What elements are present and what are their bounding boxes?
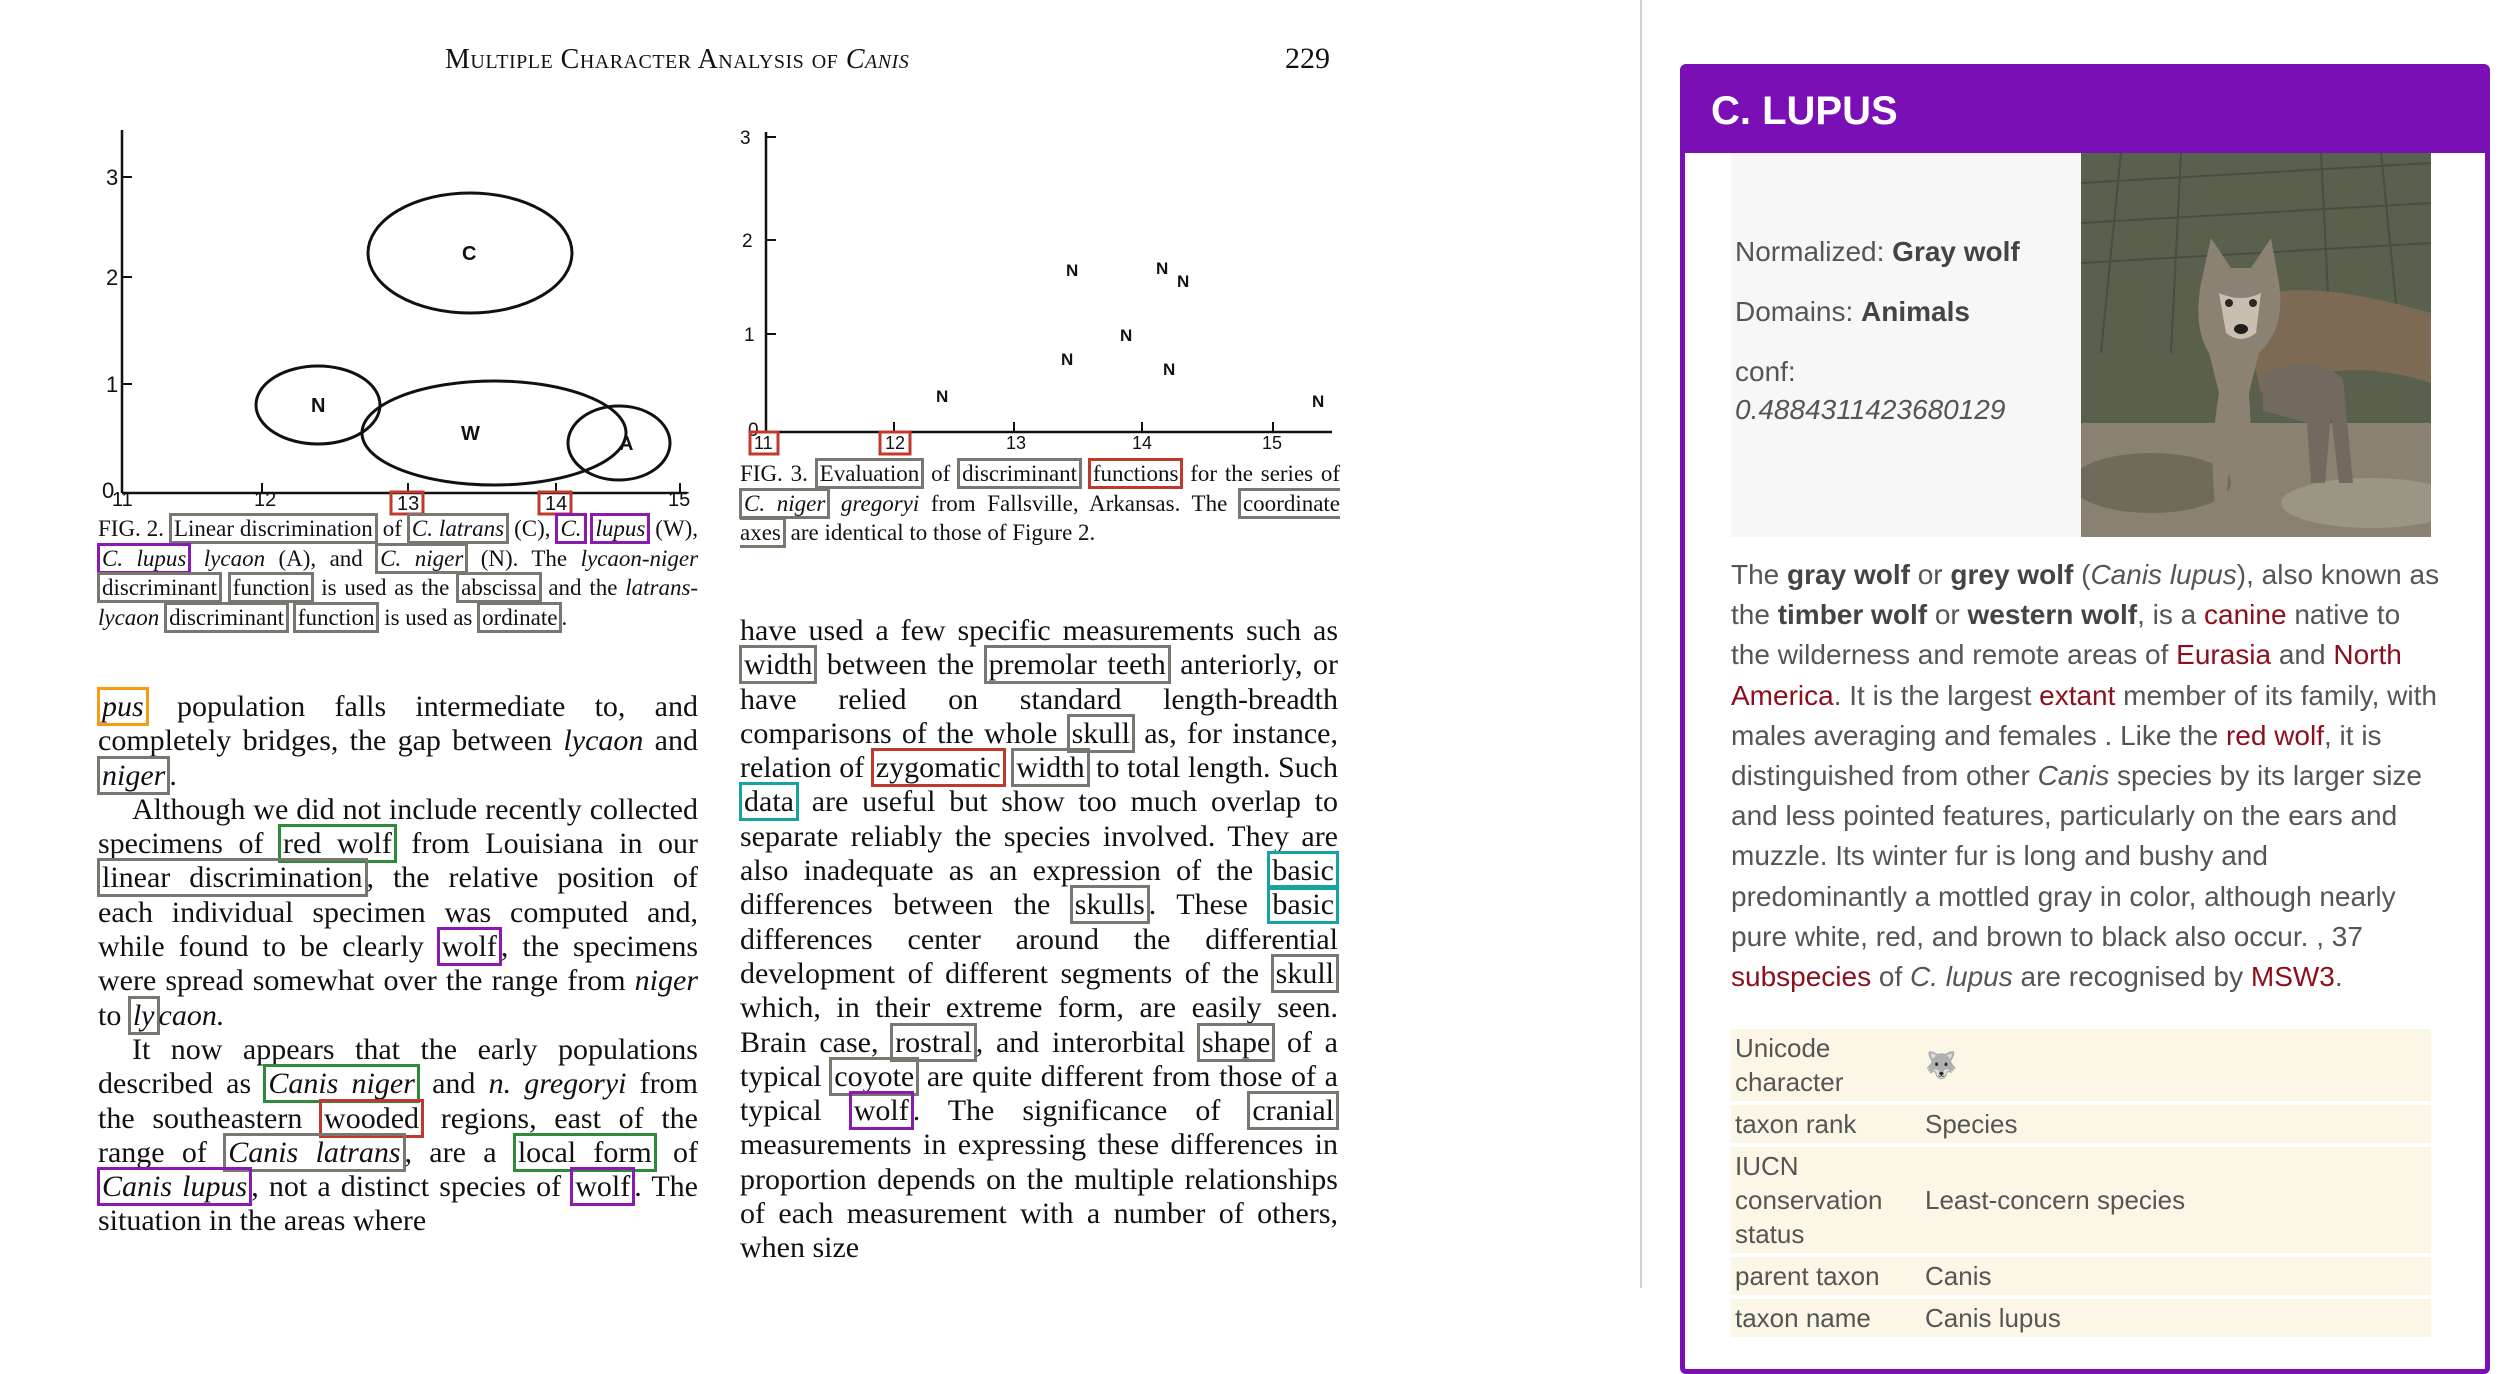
body-text: are useful but show too much overlap to separate reliably the species involved. They are also inadequate as an expression of the — [740, 785, 1338, 888]
entity-highlight[interactable]: skull — [1067, 714, 1135, 753]
property-key: taxon name — [1731, 1299, 1917, 1337]
entity-highlight[interactable]: function — [293, 602, 380, 633]
summary-term: grey wolf — [1950, 559, 2074, 590]
entity-highlight[interactable]: function — [228, 572, 315, 603]
running-head — [445, 44, 909, 76]
body-text: measurements in expressing these differences in proportion depends on the multiple relationships of each measurement with a number of others, when size — [740, 1128, 1338, 1265]
entity-highlight[interactable]: data — [739, 782, 799, 821]
entity-highlight[interactable]: discriminant — [164, 602, 289, 633]
fig3-ytick: 1 — [744, 325, 755, 346]
body-text: regions, east of the range of — [98, 1101, 698, 1169]
body-text: of a typical — [740, 1025, 1338, 1093]
summary-text: and — [2271, 639, 2334, 671]
summary-text: The — [1731, 559, 1788, 590]
entity-metadata — [1735, 233, 2020, 429]
fig3-xtick: 14 — [1132, 433, 1153, 453]
property-value: Canis lupus — [1917, 1299, 2431, 1337]
caption-text: gregoryi — [840, 490, 920, 516]
caption-text: (W), — [655, 516, 699, 541]
entity-highlight[interactable]: C. lupus — [97, 543, 191, 574]
summary-text: species by its larger size and less pointed features, particularly on the ears and muzzle. Its winter fur is long and bushy and predominantly a mottled gray in color, although nearly pure white, red, and brown to black also occur. , 37 — [1731, 760, 2422, 952]
entity-highlight[interactable]: pus — [97, 687, 149, 726]
entity-highlight[interactable]: skulls — [1070, 885, 1150, 924]
running-head-text: Multiple Character Analysis of — [445, 44, 846, 75]
property-key: Unicode character — [1731, 1029, 1917, 1101]
summary-term: C. lupus — [1910, 961, 2013, 993]
cluster-a-label: A — [619, 433, 634, 455]
summary-text: ), also known as the — [1731, 559, 2440, 631]
property-key: taxon rank — [1731, 1105, 1917, 1143]
entity-panel — [1680, 64, 2490, 1374]
caption-text: from Fallsville, Arkansas. The — [930, 490, 1228, 516]
fig2-xtick: 12 — [254, 489, 277, 511]
domains-value: Animals — [1861, 296, 1970, 327]
left-column — [98, 690, 698, 1239]
fig3-point: N — [1061, 350, 1074, 369]
table-row — [1731, 1147, 2431, 1253]
entity-highlight[interactable]: ly — [128, 996, 160, 1035]
caption-text: is used as the — [321, 575, 450, 600]
entity-highlight[interactable]: basic — [1267, 851, 1339, 890]
right-column — [740, 614, 1338, 1266]
body-text: differences between the — [740, 888, 1071, 922]
body-text: , and interorbital — [975, 1025, 1198, 1059]
summary-link[interactable]: subspecies — [1731, 961, 1872, 993]
body-text: to total length. Such — [1088, 751, 1338, 785]
table-row — [1731, 1257, 2431, 1295]
figure-3 — [732, 120, 1352, 465]
body-text: , the relative position of each individual specimen was computed and, while found to be clearly — [98, 861, 698, 964]
entity-highlight[interactable]: discriminant — [97, 572, 222, 603]
summary-term: western wolf — [1967, 599, 2138, 631]
fig2-xtick: 14 — [545, 493, 568, 515]
body-text: . The significance of — [912, 1094, 1249, 1128]
summary-text: member of its family, with males averaging and females . Like the — [1731, 679, 2437, 751]
figure-2-caption — [98, 514, 698, 632]
domains-label: Domains: — [1735, 296, 1862, 327]
normalized-value: Gray wolf — [1892, 236, 2020, 267]
property-key: parent taxon — [1731, 1257, 1917, 1295]
summary-link[interactable]: North America — [1731, 639, 2402, 711]
normalized-label: Normalized: — [1735, 236, 1893, 267]
fig2-xtick: 11 — [112, 489, 133, 511]
fig2-x-ticks — [112, 483, 690, 515]
summary-link[interactable]: Eurasia — [2176, 639, 2272, 671]
summary-link[interactable]: extant — [2039, 679, 2116, 711]
caption-label: FIG. 3. — [740, 461, 808, 486]
summary-link[interactable]: canine — [2204, 599, 2287, 631]
entity-highlight[interactable]: C. latrans — [407, 513, 509, 544]
entity-panel-title: C. LUPUS — [1685, 69, 2485, 153]
table-row — [1731, 1029, 2431, 1101]
caption-text: lycaon-niger — [580, 545, 699, 571]
property-value: Species — [1917, 1105, 2431, 1143]
fig2-ytick: 2 — [106, 265, 119, 290]
summary-term: Canis — [2037, 760, 2110, 792]
entity-highlight[interactable]: abscissa — [456, 572, 541, 603]
fig2-xtick: 13 — [397, 493, 420, 515]
fig2-y-ticks — [102, 165, 132, 503]
entity-highlight[interactable]: rostral — [890, 1023, 977, 1062]
summary-text: . — [2334, 961, 2343, 993]
entity-highlight[interactable]: Canis niger — [263, 1064, 420, 1103]
fig2-ytick: 0 — [102, 478, 115, 503]
body-text: between the — [816, 648, 985, 682]
entity-highlight[interactable]: Canis latrans — [223, 1133, 405, 1172]
entity-highlight[interactable]: wolf — [849, 1091, 914, 1130]
summary-text: , it is distinguished from other — [1731, 719, 2382, 792]
entity-highlight[interactable]: basic — [1267, 885, 1339, 924]
body-text: as, for instance, relation of — [740, 716, 1338, 785]
body-text: from Louisiana in our — [395, 827, 698, 861]
fig2-ytick: 3 — [106, 165, 119, 190]
wolf-image — [2081, 153, 2431, 537]
body-text: population falls intermediate to, and completely bridges, the gap between — [98, 690, 698, 758]
entity-highlight[interactable]: linear discrimination — [97, 858, 368, 897]
body-text: Although we did not include recently collected specimens of — [98, 792, 698, 861]
entity-highlight[interactable]: niger — [97, 756, 170, 795]
caption-label: FIG. 2. — [98, 516, 165, 541]
fig2-xtick: 15 — [668, 489, 691, 511]
entity-highlight[interactable]: skull — [1271, 954, 1339, 993]
caption-text: is used as — [384, 604, 473, 630]
entity-summary — [1731, 555, 2443, 997]
entity-highlight[interactable]: wolf — [570, 1167, 635, 1206]
fig3-point: N — [936, 387, 949, 406]
summary-text: of — [1871, 961, 1911, 993]
summary-text: ( — [2073, 559, 2091, 590]
body-text: , not a distinct species of — [251, 1170, 572, 1204]
conf-label: conf: — [1735, 356, 1796, 387]
entity-highlight[interactable]: functions — [1088, 458, 1184, 489]
body-text: . These — [1148, 888, 1269, 922]
fig3-point: N — [1120, 326, 1133, 345]
entity-highlight[interactable]: local form — [513, 1133, 657, 1172]
fig3-ytick: 2 — [742, 231, 753, 252]
summary-link[interactable]: MSW3 — [2250, 961, 2335, 993]
summary-text: are recognised by — [2012, 961, 2251, 993]
body-text: caon. — [158, 998, 225, 1032]
fig3-points — [936, 259, 1324, 411]
conf-value: 0.4884311423680129 — [1735, 394, 2006, 425]
fig3-point: N — [1312, 392, 1325, 411]
running-head-genus: Canis — [845, 44, 910, 75]
properties-table — [1731, 1025, 2431, 1341]
pane-divider[interactable] — [1640, 0, 1642, 1288]
fig2-ytick: 1 — [106, 372, 119, 397]
body-text: lycaon — [563, 724, 644, 758]
cluster-w-label: W — [461, 423, 480, 445]
body-text: from the southeastern — [98, 1067, 698, 1135]
property-value: Canis — [1917, 1257, 2431, 1295]
body-text: to — [98, 998, 129, 1032]
entity-highlight[interactable]: premolar teeth — [984, 645, 1171, 684]
fig3-point: N — [1177, 272, 1190, 291]
summary-text: native to the wilderness and remote areas of — [1731, 599, 2401, 671]
entity-highlight[interactable]: Evaluation — [815, 458, 925, 489]
body-text: . The situation in the areas where — [98, 1170, 698, 1238]
cluster-n-label: N — [311, 395, 326, 417]
cluster-c-label: C — [462, 243, 477, 265]
fig3-xtick: 11 — [754, 433, 773, 453]
entity-highlight[interactable]: zygomatic — [871, 748, 1006, 787]
caption-text: for the series of — [1190, 461, 1341, 486]
entity-highlight[interactable]: C. niger — [739, 488, 830, 519]
caption-text: of — [382, 516, 402, 541]
page-number: 229 — [1285, 42, 1330, 75]
summary-text: . It is the largest — [1833, 679, 2040, 711]
entity-highlight[interactable]: wolf — [437, 927, 502, 966]
body-text: , are a — [404, 1135, 514, 1169]
fig3-ytick: 3 — [740, 128, 751, 149]
entity-highlight[interactable]: wooded — [319, 1099, 424, 1138]
entity-highlight[interactable]: coyote — [829, 1057, 919, 1096]
body-text: . — [169, 758, 177, 792]
entity-highlight[interactable]: Canis lupus — [97, 1167, 252, 1206]
body-text: differences center around the differential development of different segments of the — [740, 922, 1338, 990]
body-text: , the specimens were spread somewhat over the range from — [98, 930, 698, 998]
caption-text: (N). The — [480, 545, 568, 571]
figure-2-plot — [62, 120, 712, 520]
summary-text: or — [1909, 559, 1951, 590]
summary-text: or — [1927, 599, 1968, 631]
fig3-x-ticks — [750, 422, 1282, 454]
body-text: which, in their extreme form, are easily seen. Brain case, — [740, 991, 1338, 1059]
entity-highlight[interactable]: ordinate — [477, 602, 562, 633]
summary-text: , is a — [2137, 599, 2205, 631]
entity-highlight[interactable]: C. — [555, 513, 586, 544]
entity-highlight[interactable]: red wolf — [278, 824, 397, 863]
domains-row — [1735, 293, 2020, 331]
summary-term: timber wolf — [1777, 599, 1928, 631]
fig3-point: N — [1156, 259, 1169, 278]
caption-text: (C), — [514, 516, 551, 541]
fig3-point: N — [1163, 360, 1176, 379]
entity-highlight[interactable]: Linear discrimination — [169, 513, 378, 544]
body-text: n. gregoryi — [488, 1067, 627, 1101]
property-value: Least-concern species — [1917, 1147, 2431, 1253]
conf-row — [1735, 353, 2020, 429]
entity-highlight[interactable]: coordinate axes — [740, 488, 1340, 549]
caption-text: latrans-lycaon — [98, 575, 699, 630]
entity-highlight[interactable]: width — [1011, 748, 1089, 787]
body-text: are quite different from those of a typical — [740, 1059, 1338, 1128]
body-text: anteriorly, or have relied on standard length-breadth comparisons of the whole — [740, 648, 1338, 750]
entity-highlight[interactable]: cranial — [1247, 1091, 1339, 1130]
table-row — [1731, 1105, 2431, 1143]
summary-link[interactable]: red wolf — [2225, 719, 2324, 751]
caption-text: and the — [548, 575, 618, 600]
entity-info-card — [1731, 153, 2431, 537]
body-text: It now appears that the early populations described as — [98, 1032, 698, 1101]
entity-highlight[interactable]: shape — [1197, 1023, 1275, 1062]
table-row — [1731, 1299, 2431, 1337]
body-text: and — [643, 724, 698, 758]
body-text: niger — [634, 964, 698, 998]
fig3-xtick: 13 — [1006, 433, 1027, 453]
caption-text: lycaon — [203, 545, 266, 571]
body-text: have used a few specific measurements such as — [740, 614, 1338, 647]
entity-highlight[interactable]: width — [739, 645, 817, 684]
figure-3-caption — [740, 459, 1340, 548]
wolf-photo — [2081, 153, 2431, 537]
caption-text: of — [931, 461, 951, 486]
summary-term: Canis lupus — [2090, 559, 2237, 590]
body-text: of — [655, 1135, 698, 1169]
caption-text: (A), and — [278, 545, 363, 571]
fig3-ytick: 0 — [748, 420, 759, 441]
fig3-y-ticks — [740, 128, 776, 441]
property-key: IUCN conservation status — [1731, 1147, 1917, 1253]
caption-text: . — [561, 604, 568, 630]
fig3-point: N — [1066, 261, 1079, 280]
cluster-w-ellipse — [362, 381, 626, 485]
caption-text: are identical to those of Figure 2. — [790, 520, 1096, 545]
fig3-xtick: 12 — [885, 433, 906, 453]
fig3-xtick: 15 — [1262, 433, 1283, 453]
summary-term: gray wolf — [1787, 559, 1910, 590]
figure-2 — [62, 120, 712, 525]
figure-3-plot — [732, 120, 1352, 460]
entity-highlight[interactable]: discriminant — [957, 458, 1082, 489]
body-text: and — [418, 1067, 489, 1101]
entity-highlight[interactable]: lupus — [590, 513, 650, 544]
normalized-row — [1735, 233, 2020, 271]
entity-highlight[interactable]: C. niger — [375, 543, 468, 574]
property-value: 🐺 — [1917, 1029, 2431, 1101]
